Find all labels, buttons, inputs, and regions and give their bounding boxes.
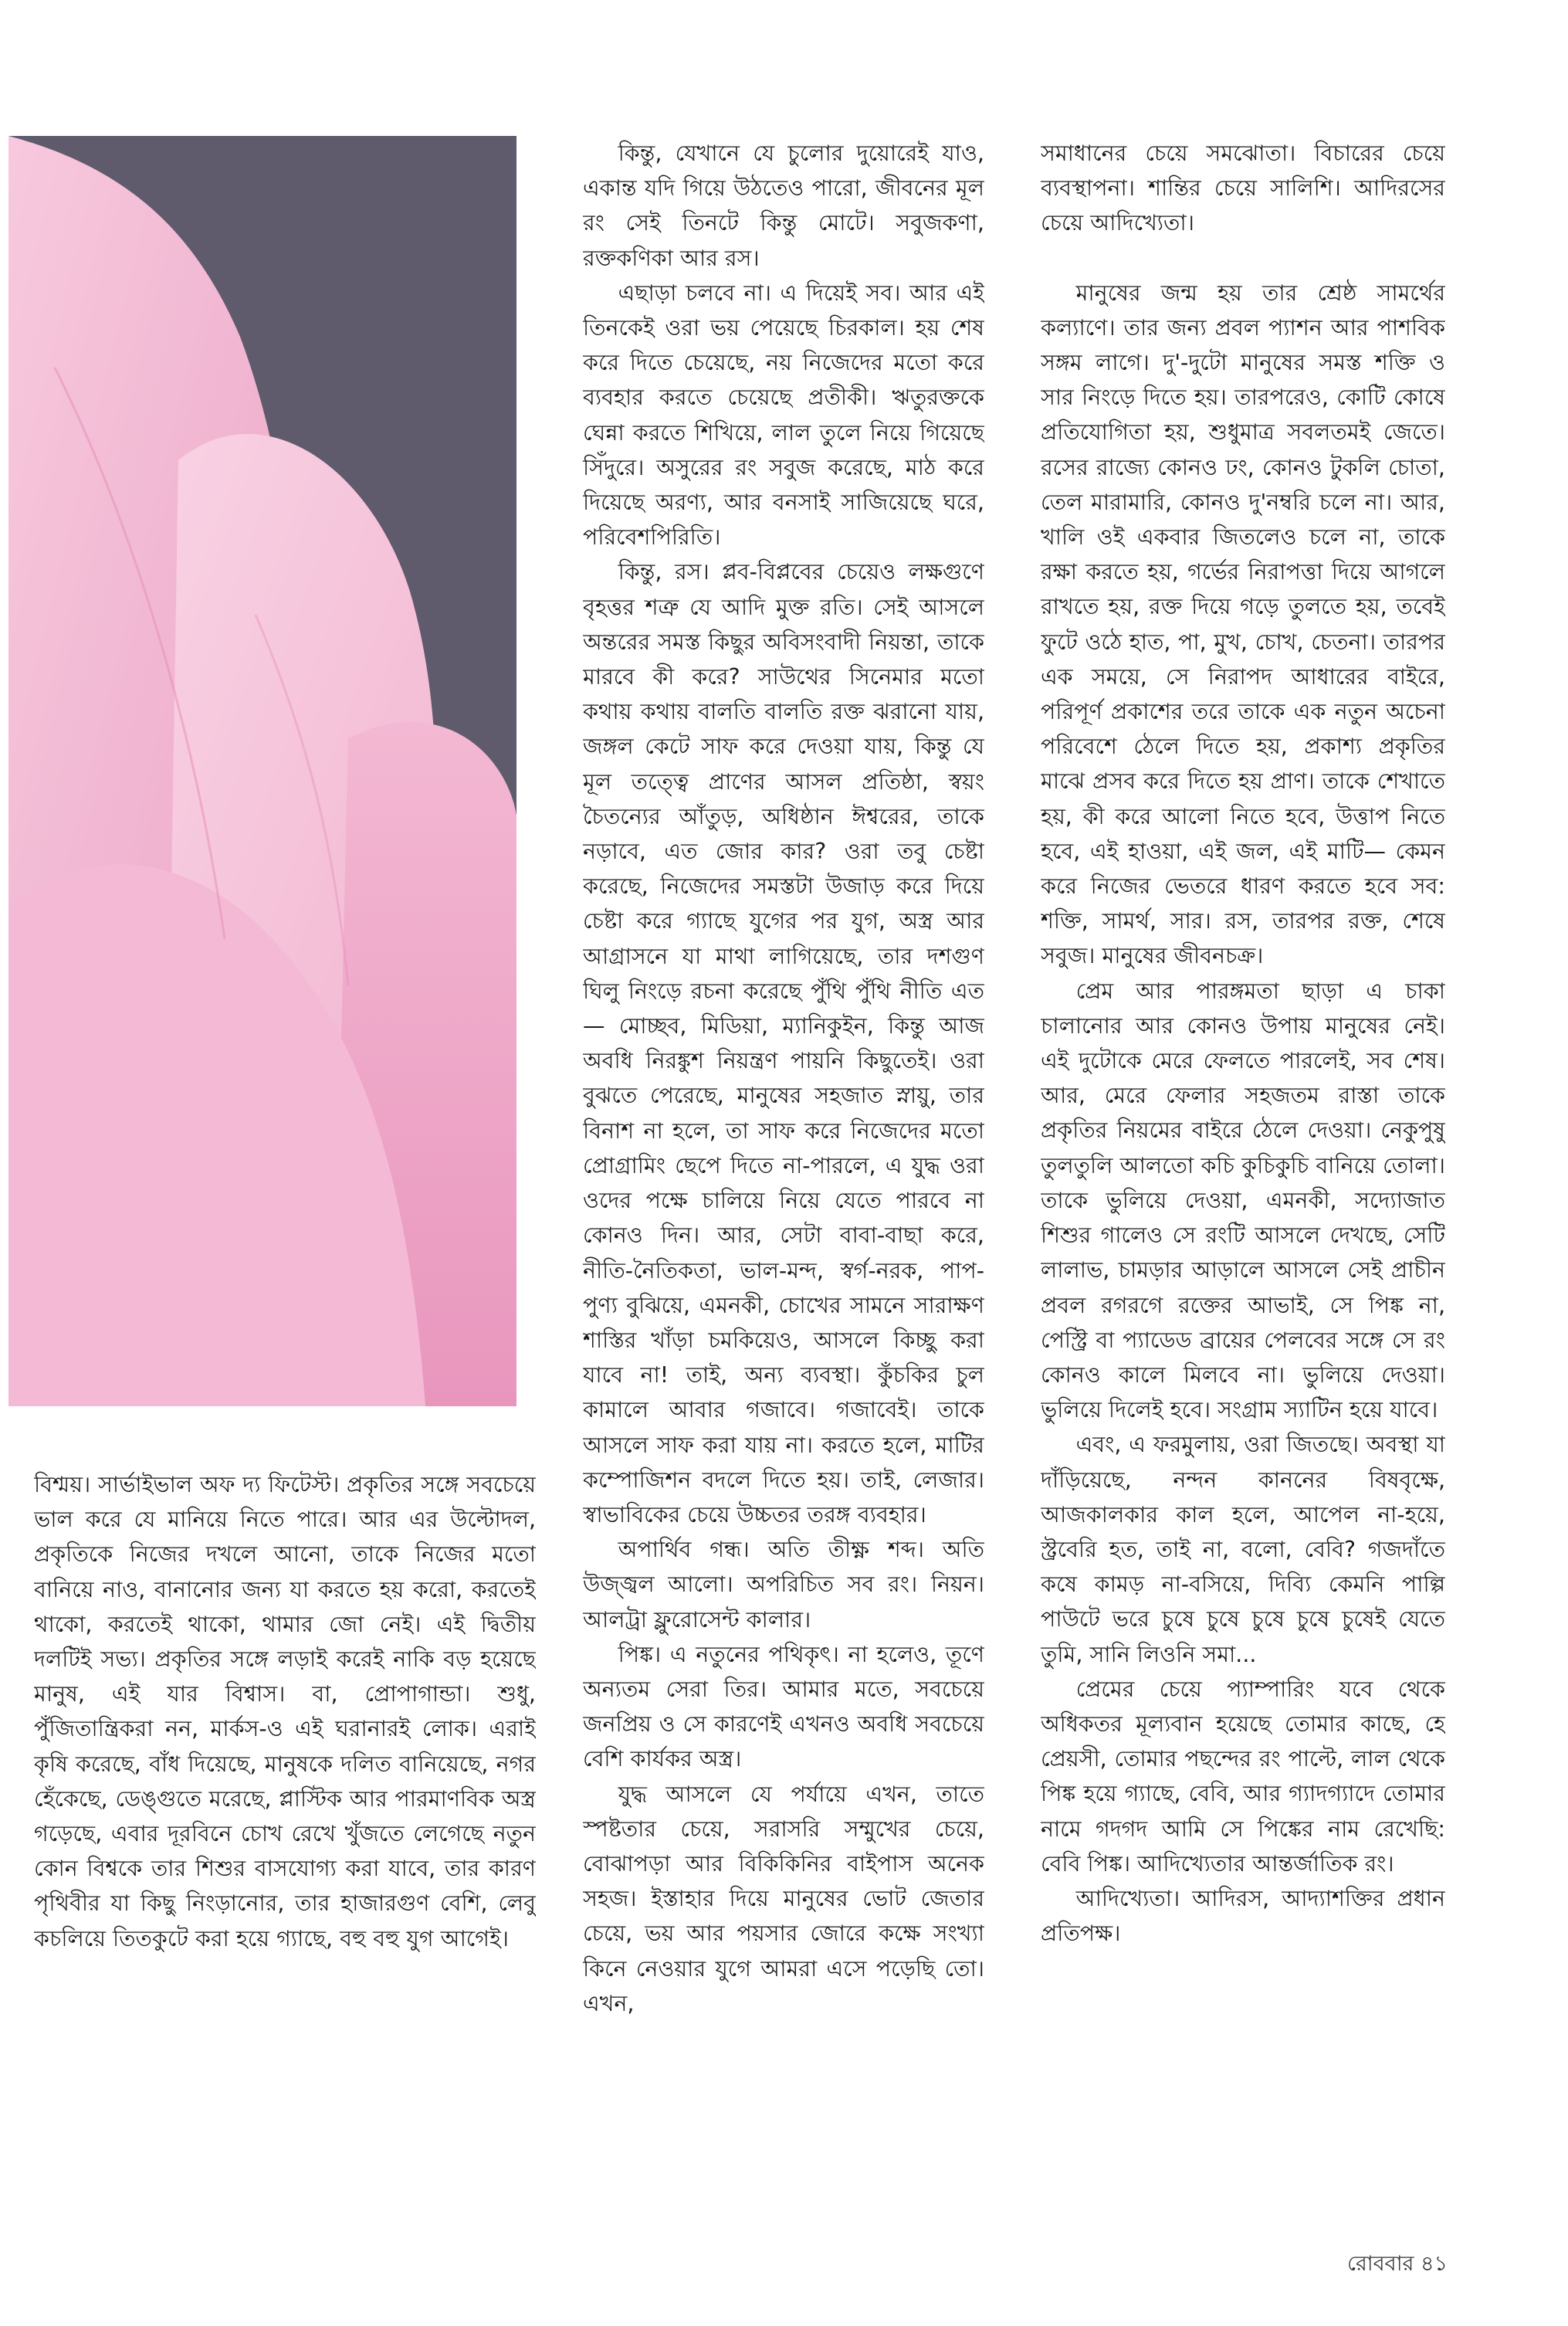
paragraph: বিশ্ময়। সার্ভাইভাল অফ দ্য ফিটেস্ট। প্রকৃতির সঙ্গে সবচেয়ে ভাল করে যে মানিয়ে নিতে পারে। আর এর উল্টোদল, প্রকৃতিকে নিজের দখলে আনো, তাকে নিজের মতো বানিয়ে নাও, বানানোর জন্য যা করতে হয় করো, করতেই থাকো, করতেই থাকো, থামার জো নেই। এই দ্বিতীয় দলটিই সভ্য। প্রকৃতির সঙ্গে লড়াই করেই নাকি বড় হয়েছে মানুষ, এই যার বিশ্বাস। বা, প্রোপাগান্ডা। শুধু, পুঁজিতান্ত্রিকরা নন, মার্কস-ও এই ঘরানারই লোক। এরাই কৃষি করেছে, বাঁধ দিয়েছে, মানুষকে দলিত বানিয়েছে, নগর হেঁকেছে, ডেঙ্গুতে মরেছে, প্লাস্টিক আর পারমাণবিক অস্ত্র গড়েছে, এবার দূরবিনে চোখ রেখে খুঁজতে লেগেছে নতুন কোন বিশ্বকে তার শিশুর বাসযোগ্য করা যাবে, তার কারণ পৃথিবীর যা কিছু নিংড়ানোর, তার হাজারগুণ বেশি, লেবু কচলিয়ে তিতকুটে করা হয়ে গ্যাছে, বহু বহু যুগ আগেই। <box>34 1472 536 1951</box>
paragraph: প্রেম আর পারঙ্গমতা ছাড়া এ চাকা চালানোর আর কোনও উপায় মানুষের নেই। এই দুটোকে মেরে ফেলতে পারলেই, সব শেষ। আর, মেরে ফেলার সহজতম রাস্তা তাকে প্রকৃতির নিয়মের বাইরে ঠেলে দেওয়া। নেকুপুষু তুলতুলি আলতো কচি কুচিকুচি বানিয়ে তোলা। তাকে ভুলিয়ে দেওয়া, এমনকী, সদ্যোজাত শিশুর গালেও সে রংটি আসলে দেখছে, সেটি লালাভ, চামড়ার আড়ালে আসলে সেই প্রাচীন প্রবল রগরগে রক্তের আভাই, সে পিঙ্ক না, পেস্ট্রি বা প্যাডেড ব্রায়ের পেলবের সঙ্গে সে রং কোনও কালে মিলবে না। ভুলিয়ে দেওয়া। ভুলিয়ে দিলেই হবে। সংগ্রাম স্যাটিন হয়ে যাবে। <box>1041 978 1445 1423</box>
article-column-middle <box>583 136 984 2236</box>
paragraph: পিঙ্ক। এ নতুনের পথিকৃৎ। না হলেও, তূণে অন্যতম সেরা তির। আমার মতে, সবচেয়ে জনপ্রিয় ও সে কারণেই এখনও অবধি সবচেয়ে বেশি কার্যকর অস্ত্র। <box>583 1641 984 1772</box>
pink-petals-photo <box>8 136 516 1406</box>
paragraph: মানুষের জন্ম হয় তার শ্রেষ্ঠ সামর্থের কল্যাণে। তার জন্য প্রবল প্যাশন আর পাশবিক সঙ্গম লাগে। দু'-দুটো মানুষের সমস্ত শক্তি ও সার নিংড়ে দিতে হয়। তারপরেও, কোটি কোষে প্রতিযোগিতা হয়, শুধুমাত্র সবলতমই জেতে। রসের রাজ্যে কোনও ঢং, কোনও টুকলি চোতা, তেল মারামারি, কোনও দু'নম্বরি চলে না। আর, খালি ওই একবার জিতলেও চলে না, তাকে রক্ষা করতে হয়, গর্ভের নিরাপত্তা দিয়ে আগলে রাখতে হয়, রক্ত দিয়ে গড়ে তুলতে হয়, তবেই ফুটে ওঠে হাত, পা, মুখ, চোখ, চেতনা। তারপর এক সময়ে, সে নিরাপদ আধারের বাইরে, পরিপূর্ণ প্রকাশের তরে তাকে এক নতুন অচেনা পরিবেশে ঠেলে দিতে হয়, প্রকাশ্য প্রকৃতির মাঝে প্রসব করে দিতে হয় প্রাণ। তাকে শেখাতে হয়, কী করে আলো নিতে হবে, উত্তাপ নিতে হবে, এই হাওয়া, এই জল, এই মাটি— কেমন করে নিজের ভেতরে ধারণ করতে হবে সব: শক্তি, সামর্থ, সার। রস, তারপর রক্ত, শেষে সবুজ। মানুষের জীবনচক্র। <box>1041 280 1445 969</box>
paragraph: কিন্তু, রস। প্লব-বিপ্লবের চেয়েও লক্ষগুণে বৃহত্তর শত্রু যে আদি মুক্ত রতি। সেই আসলে অন্তরের সমস্ত কিছুর অবিসংবাদী নিয়ন্তা, তাকে মারবে কী করে? সাউথের সিনেমার মতো কথায় কথায় বালতি বালতি রক্ত ঝরানো যায়, জঙ্গল কেটে সাফ করে দেওয়া যায়, কিন্তু যে মূল তত্ত্বে প্রাণের আসল প্রতিষ্ঠা, স্বয়ং চৈতন্যের আঁতুড়, অধিষ্ঠান ঈশ্বরের, তাকে নড়াবে, এত জোর কার? ওরা তবু চেষ্টা করেছে, নিজেদের সমস্তটা উজাড় করে দিয়ে চেষ্টা করে গ্যাছে যুগের পর যুগ, অস্ত্র আর আগ্রাসনে যা মাথা লাগিয়েছে, তার দশগুণ ঘিলু নিংড়ে রচনা করেছে পুঁথি পুঁথি নীতি এত— মোচ্ছব, মিডিয়া, ম্যানিকুইন, কিন্তু আজ অবধি নিরঙ্কুশ নিয়ন্ত্রণ পায়নি কিছুতেই। ওরা বুঝতে পেরেছে, মানুষের সহজাত স্নায়ু, তার বিনাশ না হলে, তা সাফ করে নিজেদের মতো প্রোগ্রামিং ছেপে দিতে না-পারলে, এ যুদ্ধ ওরা ওদের পক্ষে চালিয়ে নিয়ে যেতে পারবে না কোনও দিন। আর, সেটা বাবা-বাছা করে, নীতি-নৈতিকতা, ভাল-মন্দ, স্বর্গ-নরক, পাপ-পুণ্য বুঝিয়ে, এমনকী, চোখের সামনে সারাক্ষণ শাস্তির খাঁড়া চমকিয়েও, আসলে কিচ্ছু করা যাবে না! তাই, অন্য ব্যবস্থা। কুঁচকির চুল কামালে আবার গজাবে। গজাবেই। তাকে আসলে সাফ করা যায় না। করতে হলে, মাটির কম্পোজিশন বদলে দিতে হয়। তাই, লেজার। স্বাভাবিকের চেয়ে উচ্চতর তরঙ্গ ব্যবহার। <box>583 559 984 1527</box>
article-column-left <box>34 1467 536 2240</box>
paragraph: অপার্থিব গন্ধ। অতি তীক্ষ্ণ শব্দ। অতি উজ্জ্বল আলো। অপরিচিত সব রং। নিয়ন। আলট্রা ফ্লুরোসেন্ট কালার। <box>583 1537 984 1633</box>
paragraph: আদিখ্যেতা। আদিরস, আদ্যাশক্তির প্রধান প্রতিপক্ষ। <box>1041 1885 1445 1947</box>
paragraph: প্রেমের চেয়ে প্যাম্পারিং যবে থেকে অধিকতর মূল্যবান হয়েছে তোমার কাছে, হে প্রেয়সী, তোমার পছন্দের রং পাল্টে, লাল থেকে পিঙ্ক হয়ে গ্যাছে, বেবি, আর গ্যাদগ্যাদে তোমার নামে গদগদ আমি সে পিঙ্কের নাম রেখেছি: বেবি পিঙ্ক। আদিখ্যেতার আন্তর্জাতিক রং। <box>1041 1676 1445 1877</box>
page-number: রোববার ৪১ <box>1347 2252 1448 2276</box>
paragraph: কিন্তু, যেখানে যে চুলোর দুয়োরেই যাও, একান্ত যদি গিয়ে উঠতেও পারো, জীবনের মূল রং সেই তিনটে কিন্তু মোটে। সবুজকণা, রক্তকণিকা আর রস। <box>583 141 984 271</box>
paragraph: যুদ্ধ আসলে যে পর্যায়ে এখন, তাতে স্পষ্টতার চেয়ে, সরাসরি সম্মুখের চেয়ে, বোঝাপড়া আর বিকিকিনির বাইপাস অনেক সহজ। ইস্তাহার দিয়ে মানুষের ভোট জেতার চেয়ে, ভয় আর পয়সার জোরে কক্ষে সংখ্যা কিনে নেওয়ার যুগে আমরা এসে পড়েছি তো। এখন, <box>583 1781 984 2016</box>
article-column-right <box>1041 136 1445 2236</box>
paragraph: এবং, এ ফরমুলায়, ওরা জিতছে। অবস্থা যা দাঁড়িয়েছে, নন্দন কাননের বিষবৃক্ষে, আজকালকার কাল হলে, আপেল না-হয়ে, স্ট্রবেরি হত, তাই না, বলো, বেবি? গজদাঁতে কষে কামড় না-বসিয়ে, দিব্যি কেমনি পাল্পি পাউটে ভরে চুষে চুষে চুষে চুষে চুষেই যেতে তুমি, সানি লিওনি সমা... <box>1041 1432 1445 1667</box>
paragraph: সমাধানের চেয়ে সমঝোতা। বিচারের চেয়ে ব্যবস্থাপনা। শান্তির চেয়ে সালিশি। আদিরসের চেয়ে আদিখ্যেতা। <box>1041 141 1445 236</box>
paragraph: এছাড়া চলবে না। এ দিয়েই সব। আর এই তিনকেই ওরা ভয় পেয়েছে চিরকাল। হয় শেষ করে দিতে চেয়েছে, নয় নিজেদের মতো করে ব্যবহার করতে চেয়েছে প্রতীকী। ঋতুরক্তকে ঘেন্না করতে শিখিয়ে, লাল তুলে নিয়ে গিয়েছে সিঁদুরে। অসুরের রং সবুজ করেছে, মাঠ করে দিয়েছে অরণ্য, আর বনসাই সাজিয়েছে ঘরে, পরিবেশপিরিতি। <box>583 280 984 551</box>
